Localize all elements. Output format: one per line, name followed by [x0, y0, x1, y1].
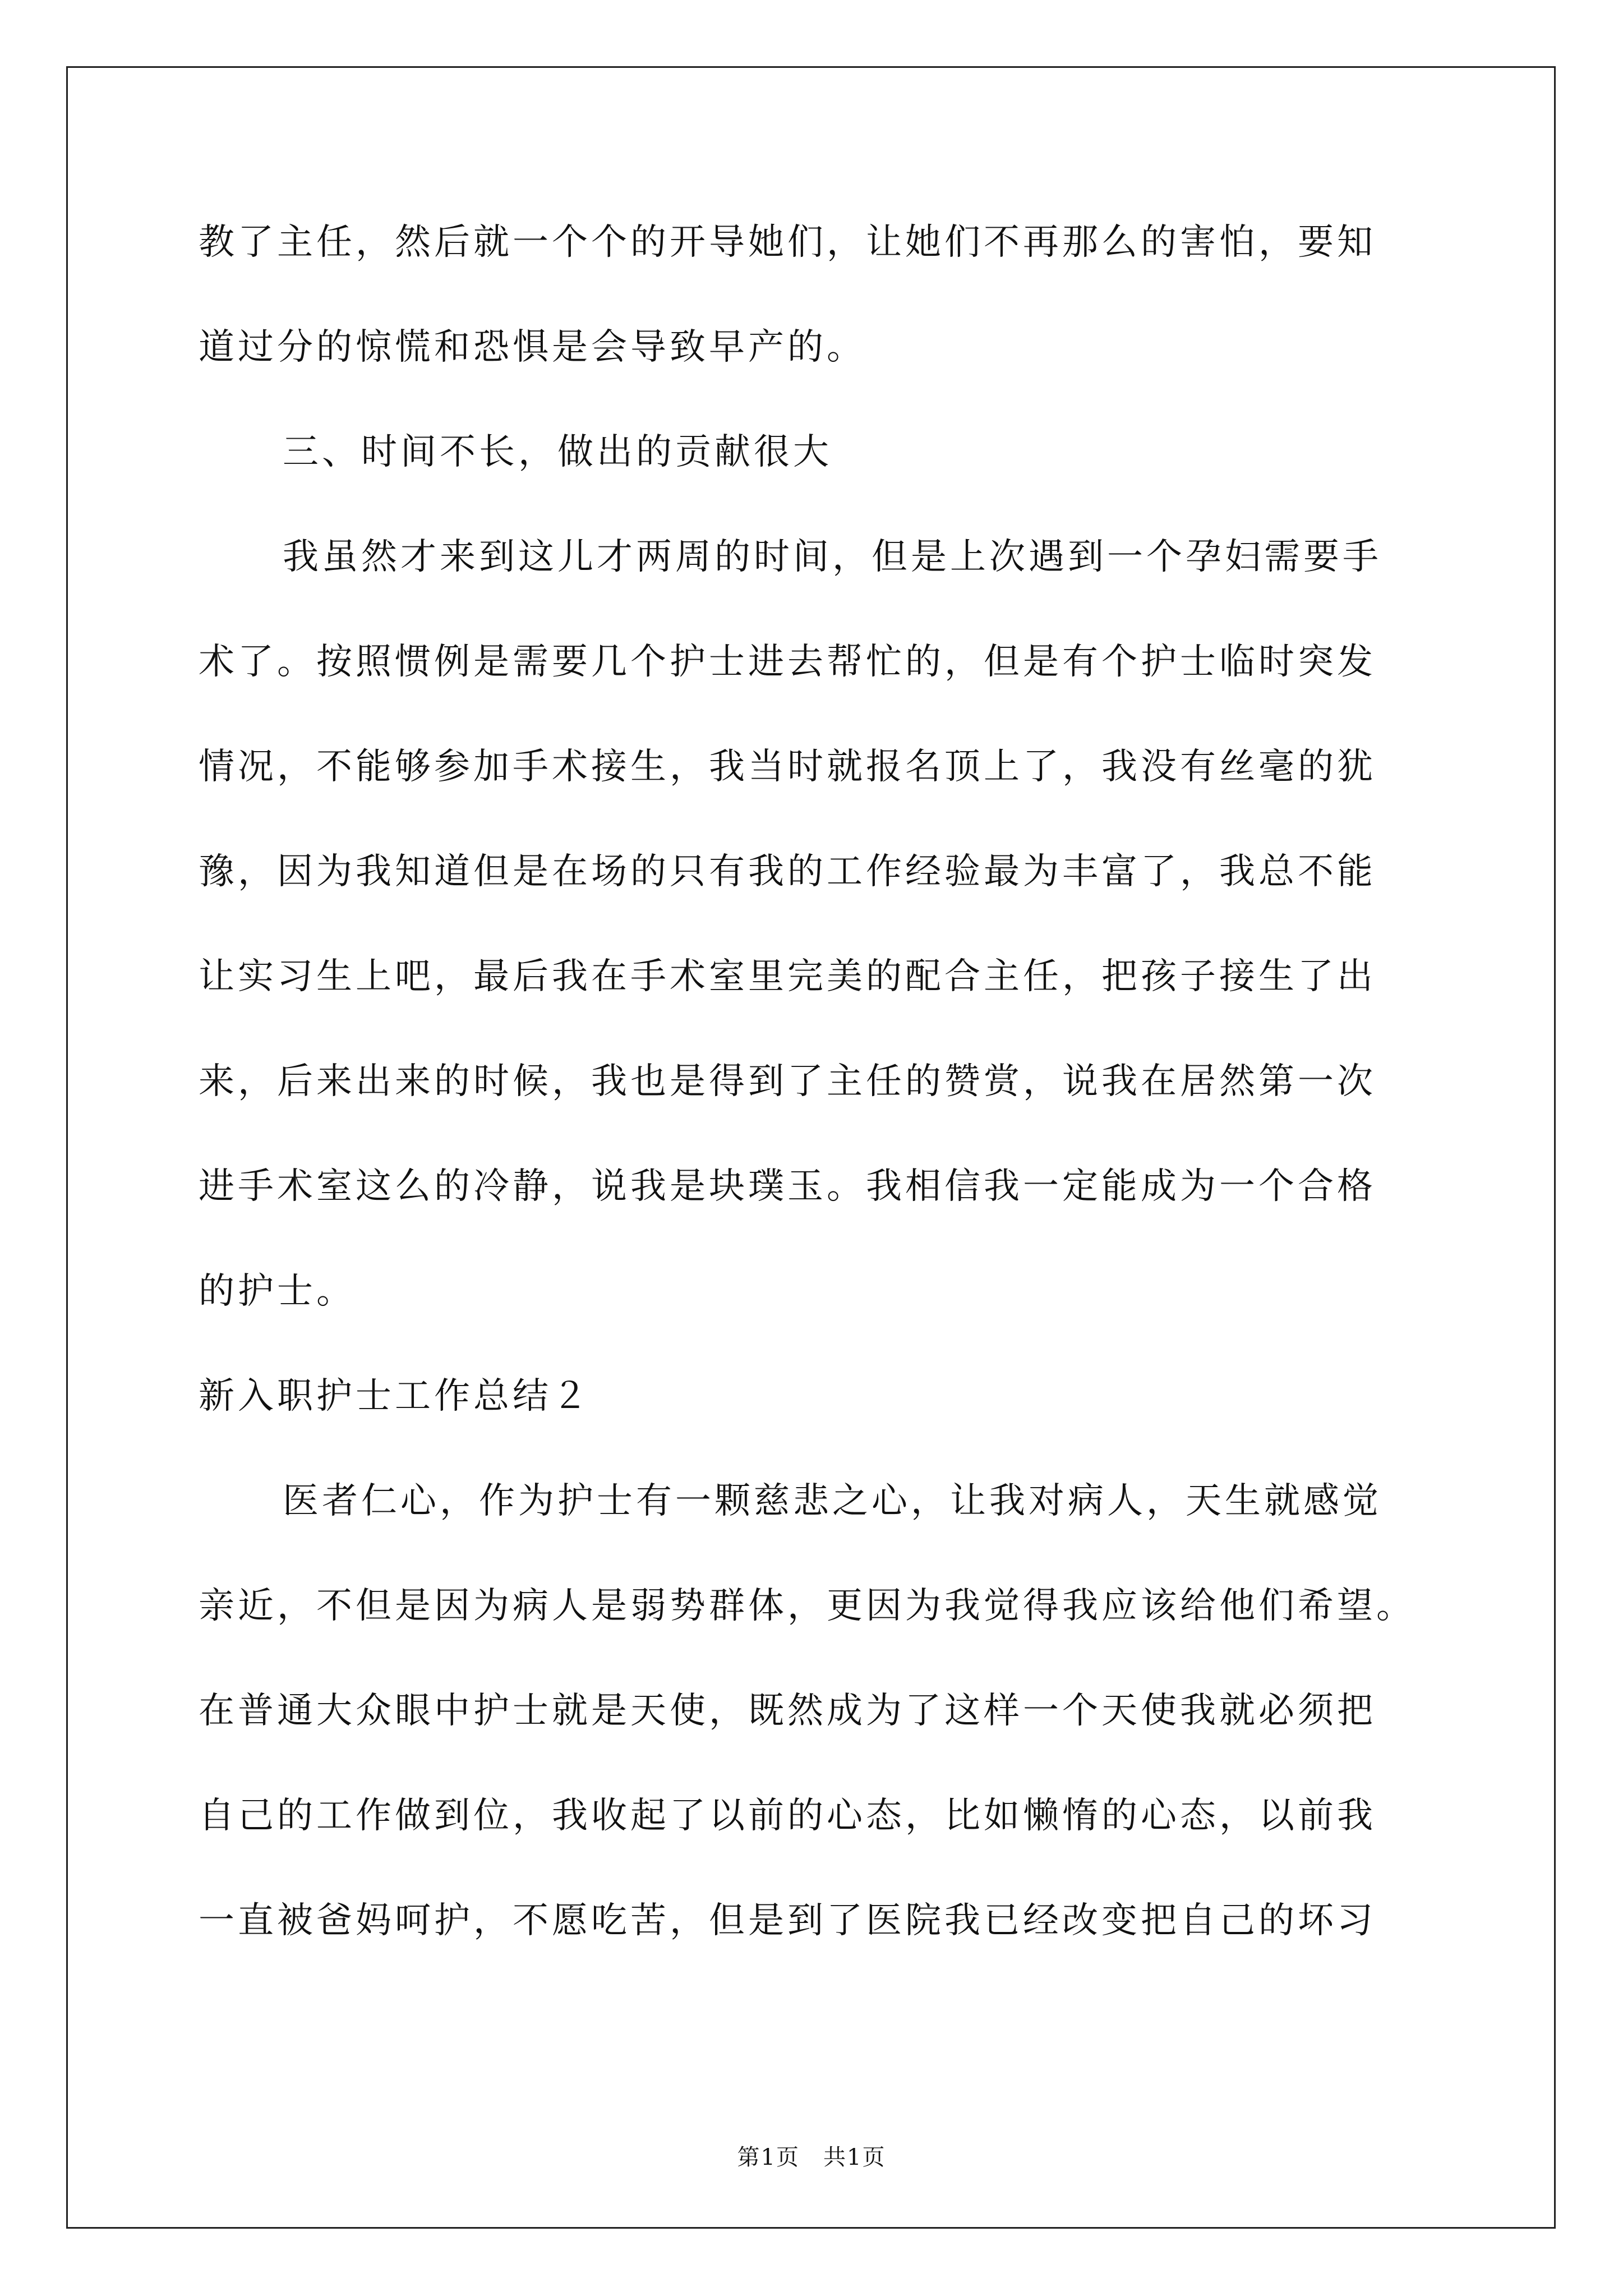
- page-number-footer: 第1页 共1页: [737, 2145, 886, 2170]
- body-line: 亲近，不但是因为病人是弱势群体，更因为我觉得我应该给他们希望。: [199, 1585, 1415, 1627]
- body-line: 医者仁心，作为护士有一颗慈悲之心，让我对病人，天生就感觉: [283, 1480, 1382, 1522]
- body-line: 教了主任，然后就一个个的开导她们，让她们不再那么的害怕，要知: [199, 222, 1376, 263]
- body-line: 来，后来出来的时候，我也是得到了主任的赞赏，说我在居然第一次: [199, 1061, 1376, 1102]
- document-title: 新入职护士工作总结２: [199, 1375, 591, 1417]
- body-line: 让实习生上吧，最后我在手术室里完美的配合主任，把孩子接生了出: [199, 956, 1376, 997]
- body-line: 自己的工作做到位，我收起了以前的心态，比如懒惰的心态，以前我: [199, 1795, 1376, 1837]
- body-line: 我虽然才来到这儿才两周的时间，但是上次遇到一个孕妇需要手: [283, 536, 1382, 578]
- body-line: 豫，因为我知道但是在场的只有我的工作经验最为丰富了，我总不能: [199, 851, 1376, 892]
- body-line: 术了。按照惯例是需要几个护士进去帮忙的，但是有个护士临时突发: [199, 641, 1376, 683]
- body-line: 一直被爸妈呵护，不愿吃苦，但是到了医院我已经改变把自己的坏习: [199, 1900, 1376, 1941]
- body-line: 的护士。: [199, 1271, 356, 1312]
- body-line: 进手术室这么的冷静，说我是块璞玉。我相信我一定能成为一个合格: [199, 1166, 1376, 1207]
- body-line: 情况，不能够参加手术接生，我当时就报名顶上了，我没有丝毫的犹: [199, 746, 1376, 788]
- body-line: 在普通大众眼中护士就是天使，既然成为了这样一个天使我就必须把: [199, 1690, 1376, 1732]
- body-line: 道过分的惊慌和恐惧是会导致早产的。: [199, 326, 866, 368]
- section-heading: 三、时间不长，做出的贡献很大: [283, 431, 832, 473]
